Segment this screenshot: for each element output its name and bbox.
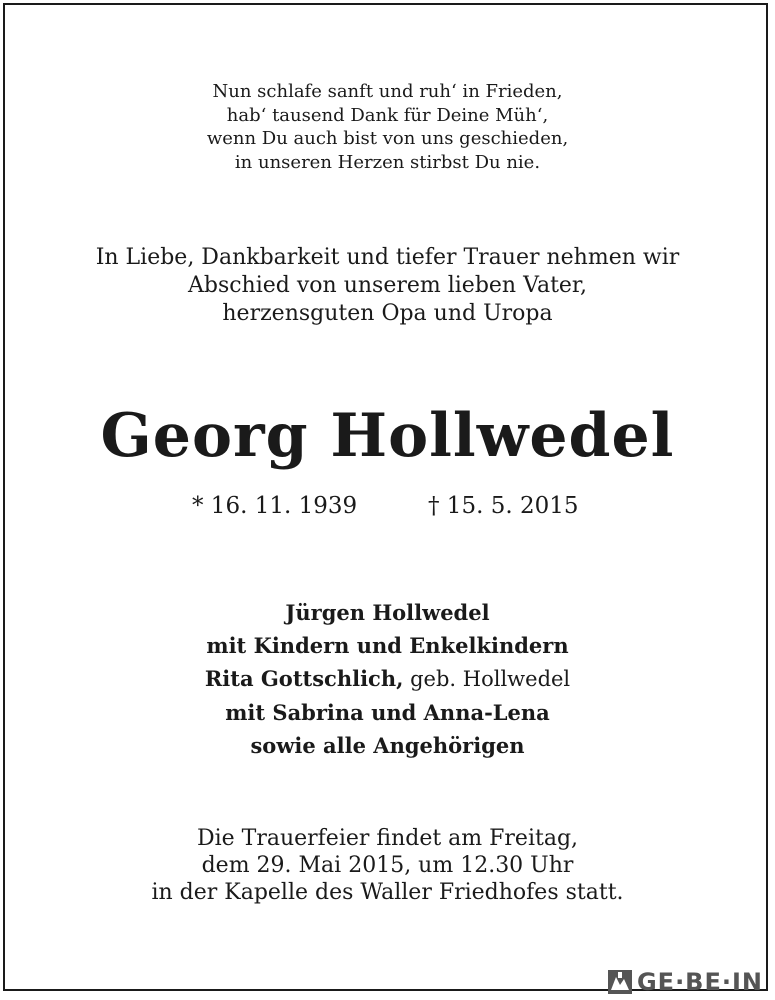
gebein-logo-icon — [607, 969, 633, 995]
verse-line: wenn Du auch bist von uns geschieden, — [206, 128, 569, 149]
funeral-line: Die Trauerfeier findet am Freitag, — [196, 826, 579, 851]
funeral-info — [0, 825, 775, 906]
funeral-line: dem 29. Mai 2015, um 12.30 Uhr — [201, 853, 574, 878]
mourner-line-rita — [0, 662, 775, 696]
intro-line: Abschied von unserem lieben Vater, — [187, 273, 588, 298]
mourner-line: mit Sabrina und Anna-Lena — [225, 700, 550, 725]
intro-line: In Liebe, Dankbarkeit und tiefer Trauer nehmen wir — [95, 245, 680, 270]
verse-line: in unseren Herzen stirbst Du nie. — [234, 151, 541, 173]
verse-line: hab‘ tausend Dank für Deine Müh‘, — [226, 104, 549, 126]
intro-text — [0, 244, 775, 328]
birth-date: * 16. 11. 1939 — [192, 493, 358, 519]
intro-line: herzensguten Opa und Uropa — [222, 301, 553, 326]
mourners-list — [0, 596, 775, 762]
mourner-name: Rita Gottschlich, — [204, 666, 404, 691]
mourner-birth-name: geb. Hollwedel — [410, 667, 571, 691]
mourner-line: mit Kindern und Enkelkindern — [206, 633, 569, 658]
mourner-line: sowie alle Angehörigen — [250, 733, 525, 758]
verse — [0, 80, 775, 174]
death-date: † 15. 5. 2015 — [428, 493, 579, 519]
verse-line: Nun schlafe sanft und ruh‘ in Frieden, — [212, 81, 563, 102]
mourner-line: Jürgen Hollwedel — [285, 600, 490, 625]
funeral-line: in der Kapelle des Waller Friedhofes statt. — [151, 880, 624, 905]
gebein-logo-text: GE·BE·IN — [636, 968, 763, 996]
gebein-logo — [607, 969, 763, 995]
deceased-name: Georg Hollwedel — [100, 401, 675, 471]
